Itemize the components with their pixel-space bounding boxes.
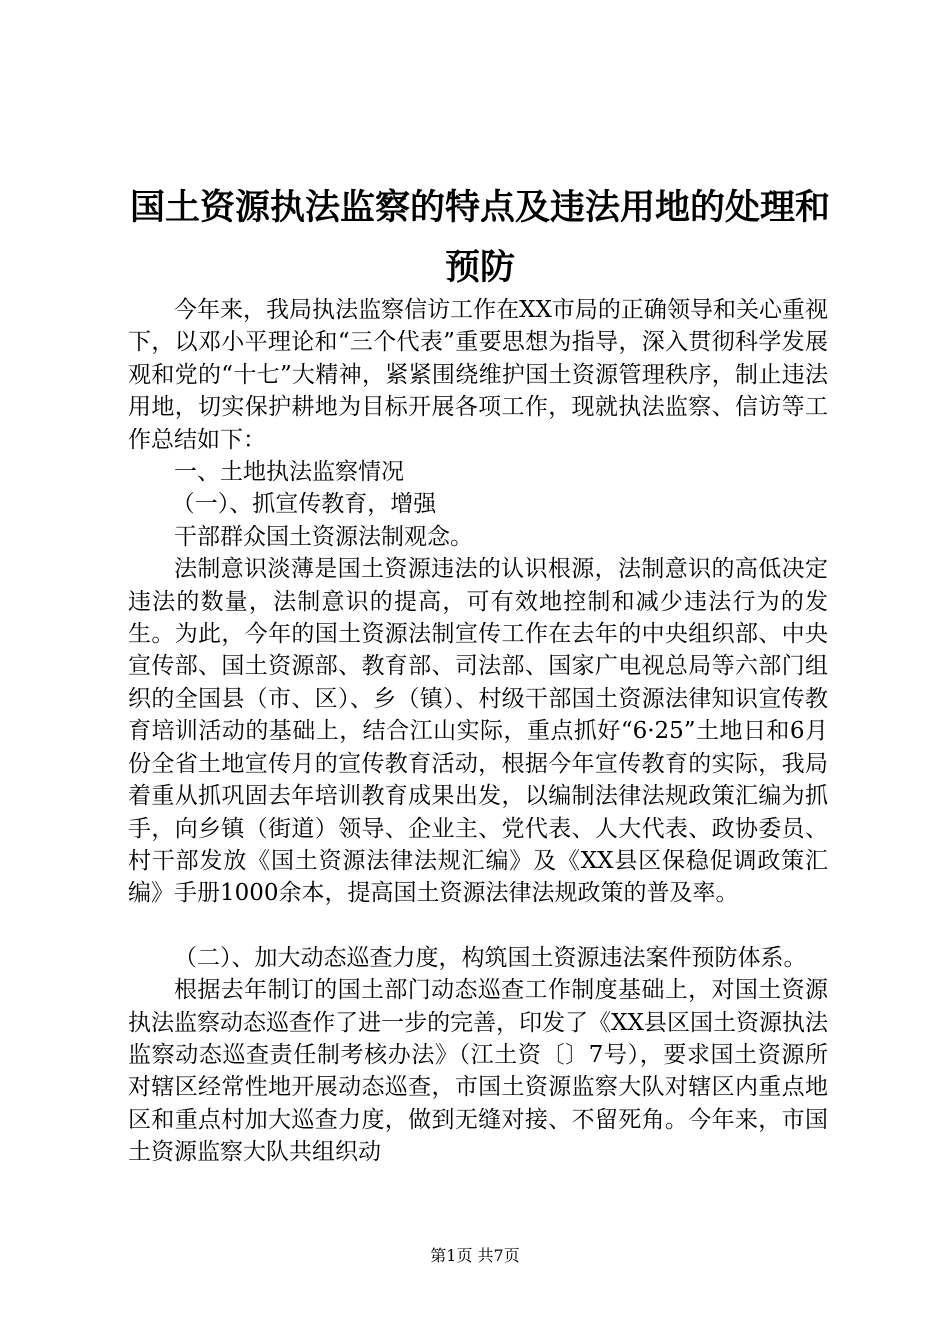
paragraph-intro: 今年来，我局执法监察信访工作在XX市局的正确领导和关心重视下，以邓小平理论和“三个代表”重要思想为指导，深入贯彻科学发展观和党的“十七”大精神，紧紧围绕维护国土资源管理秩序，制止违法用地，切实保护耕地为目标开展各项工作，现就执法监察、信访等工作总结如下： <box>128 297 828 453</box>
paragraph-spacer <box>128 910 828 942</box>
subsection-heading-2: （二）、加大动态巡查力度，构筑国土资源违法案件预防体系。 <box>174 944 807 971</box>
document-title-line-1: 国土资源执法监察的特点及违法用地的处理和 <box>129 187 830 228</box>
subsection-heading-1-continued: 干部群众国土资源法制观念。 <box>174 523 473 550</box>
paragraph-patrol: 根据去年制订的国土部门动态巡查工作制度基础上，对国土资源执法监察动态巡查作了进一步的完善，印发了《XX县区国土资源执法监察动态巡查责任制考核办法》（江土资〔〕7号），要求国土资源所对辖区经常性地开展动态巡查，市国土资源监察大队对辖区内重点地区和重点村加大巡查力度，做到无缝对接、不留死角。今年来，市国土资源监察大队共组织动 <box>128 977 828 1166</box>
subsection-heading-1: （一）、抓宣传教育，增强 <box>171 491 437 518</box>
document-body <box>128 294 828 1169</box>
paragraph-publicity: 法制意识淡薄是国土资源违法的认识根源，法制意识的高低决定违法的数量，法制意识的提高，可有效地控制和减少违法行为的发生。为此，今年的国土资源法制宣传工作在去年的中央组织部、中央宣传部、国土资源部、教育部、司法部、国家广电视总局等六部门组织的全国县（市、区）、乡（镇）、村级干部国土资源法律知识宣传教育培训活动的基础上，结合江山实际，重点抓好“6·25”土地日和6月份全省土地宣传月的宣传教育活动，根据今年宣传教育的实际，我局着重从抓巩固去年培训教育成果出发，以编制法律法规政策汇编为抓手，向乡镇（街道）领导、企业主、党代表、人大代表、政协委员、村干部发放《国土资源法律法规汇编》及《XX县区保稳促调政策汇编》手册1000余本，提高国土资源法律法规政策的普及率。 <box>128 556 828 907</box>
document-title-line-2: 预防 <box>444 247 515 288</box>
section-heading: 一、土地执法监察情况 <box>174 459 404 486</box>
page-number-footer: 第1页 共7页 <box>430 1246 520 1265</box>
